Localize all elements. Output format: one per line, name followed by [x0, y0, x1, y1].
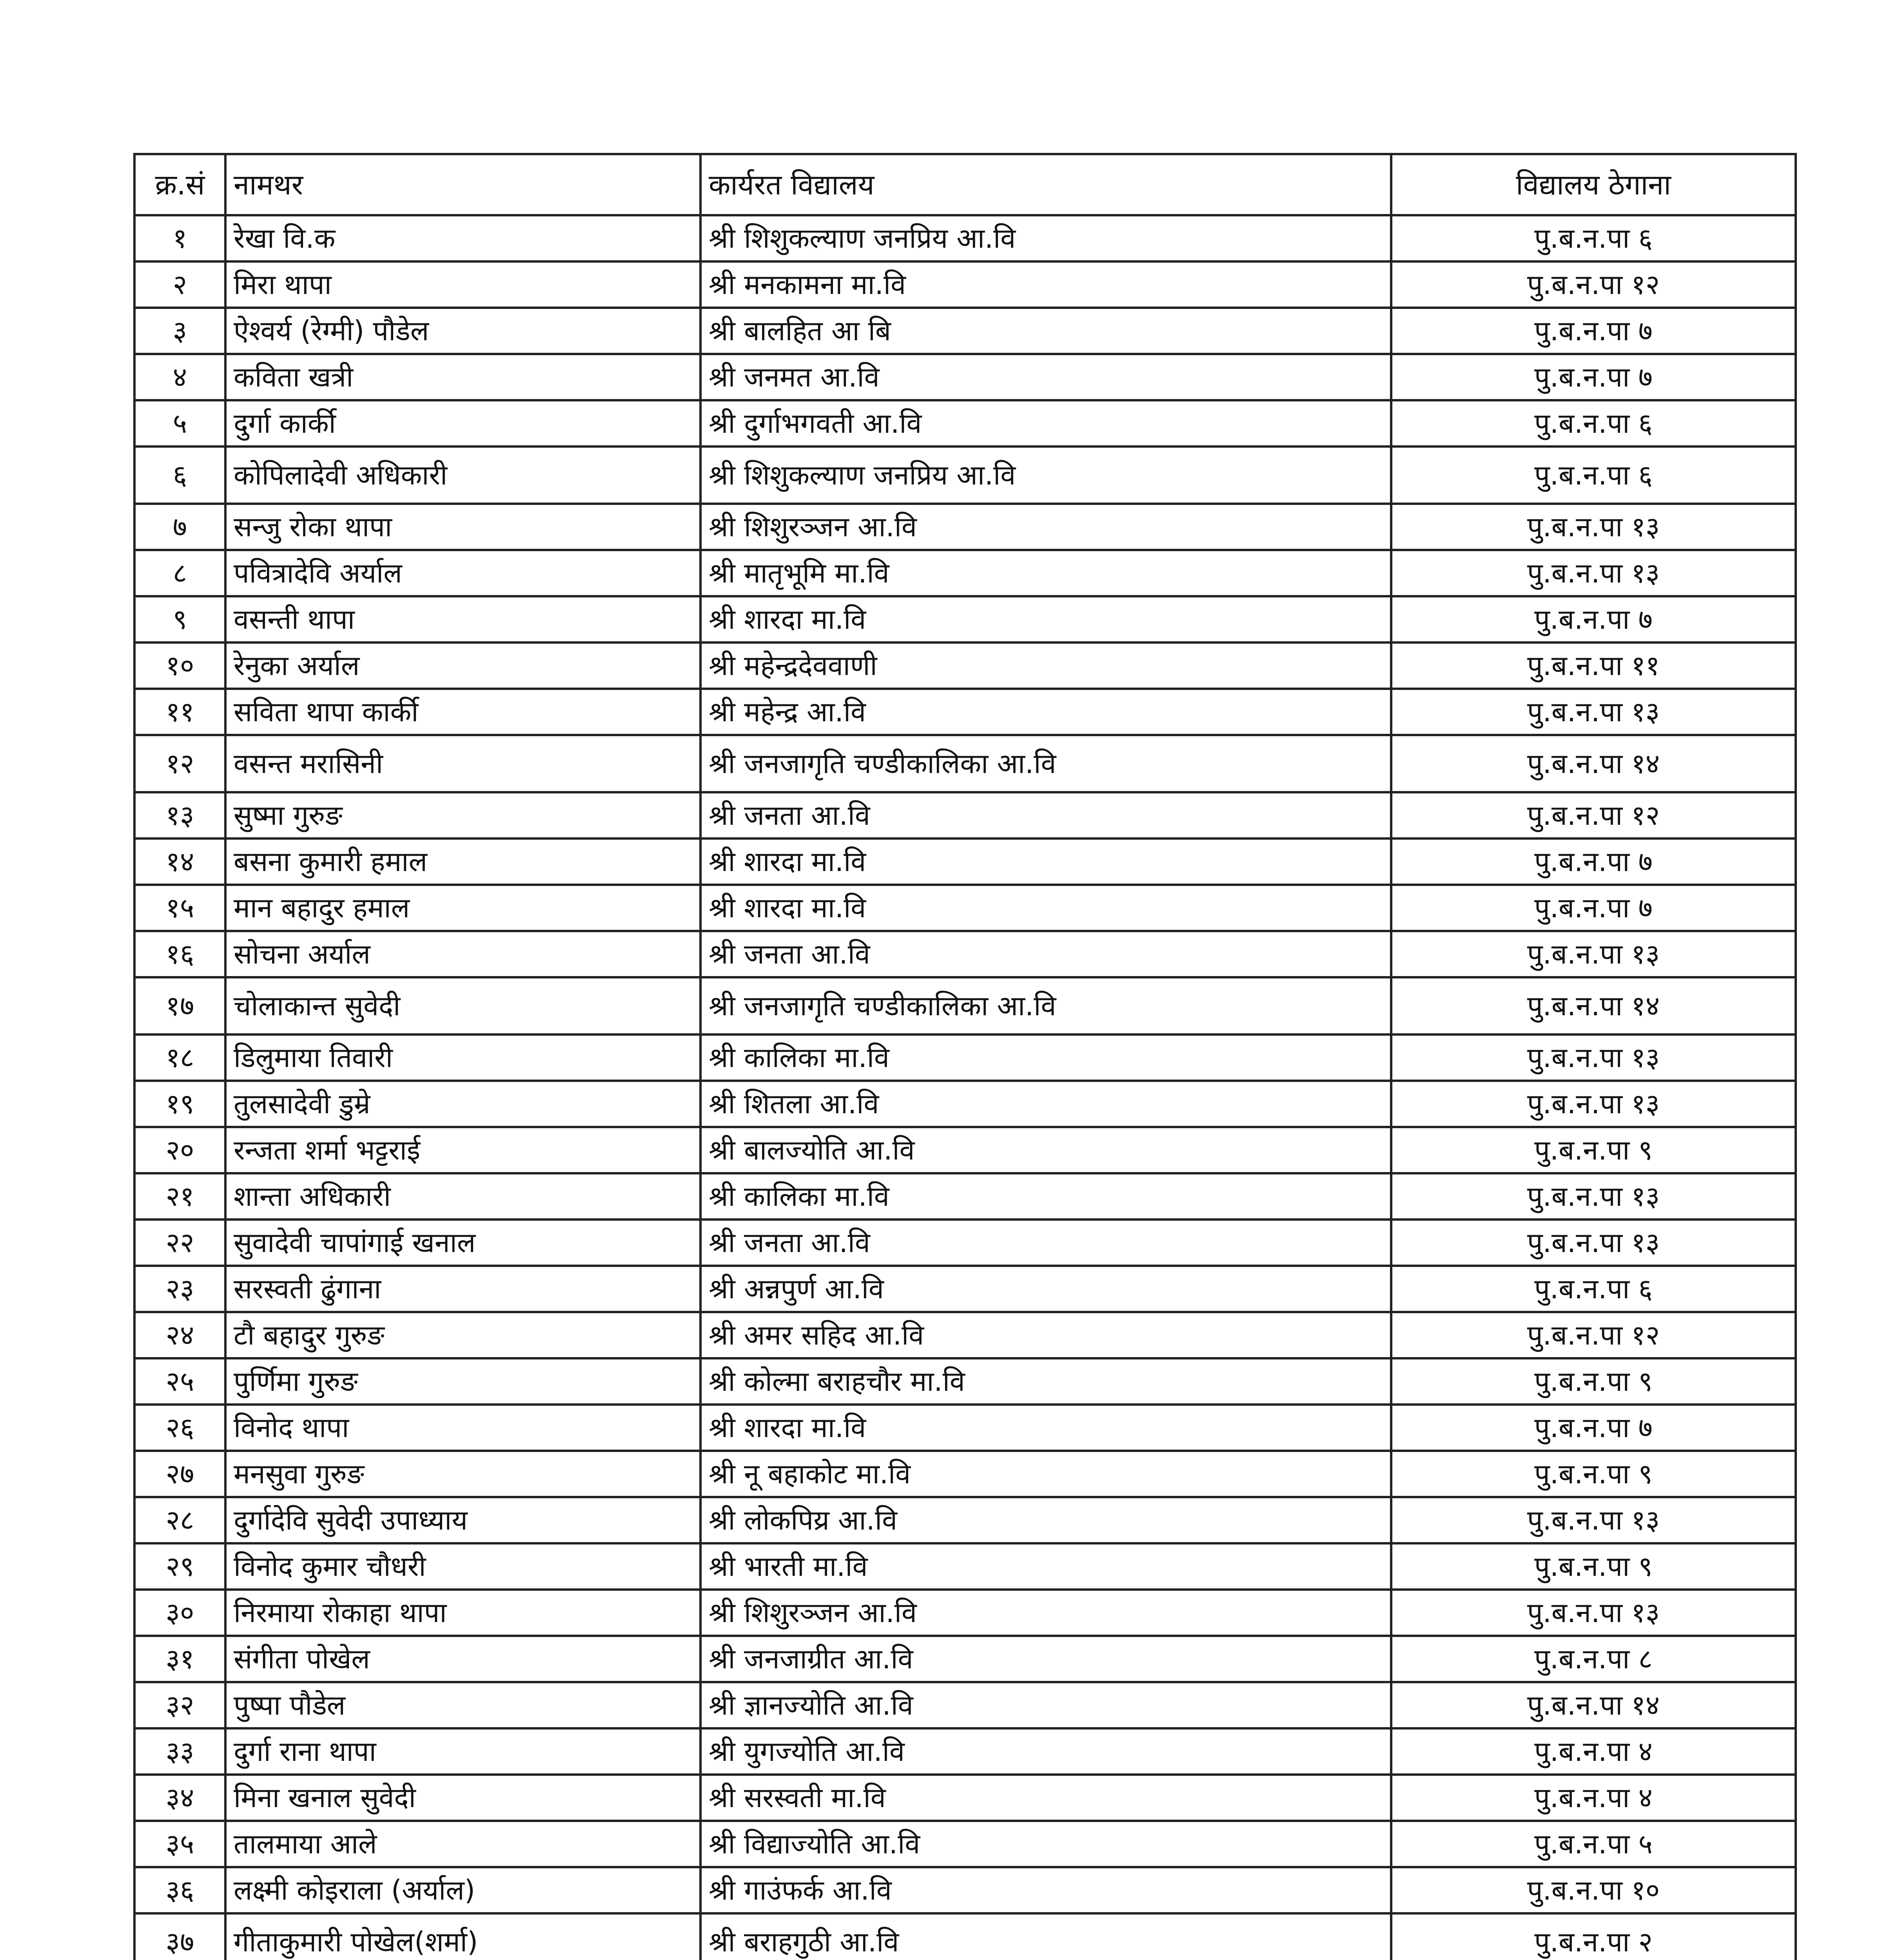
cell-school-address: पु.ब.न.पा १३	[1391, 1034, 1796, 1081]
cell-name: दुर्गा कार्की	[225, 400, 700, 446]
table-row	[134, 504, 1796, 550]
cell-school: श्री महेन्द्र आ.वि	[700, 689, 1391, 735]
cell-name: मिरा थापा	[225, 261, 700, 308]
cell-name: ऐश्वर्य (रेग्मी) पौडेल	[225, 308, 700, 354]
cell-school-address: पु.ब.न.पा ७	[1391, 354, 1796, 400]
cell-school-address: पु.ब.न.पा ९	[1391, 1358, 1796, 1405]
cell-school: श्री नू बहाकोट मा.वि	[700, 1451, 1391, 1497]
cell-serial-number: ३२	[134, 1682, 225, 1728]
table-row	[134, 1636, 1796, 1682]
table-row	[134, 1266, 1796, 1312]
cell-name: कविता खत्री	[225, 354, 700, 400]
table-row	[134, 1590, 1796, 1636]
cell-name: रन्जता शर्मा भट्टराई	[225, 1127, 700, 1173]
cell-school: श्री शितला आ.वि	[700, 1081, 1391, 1127]
cell-name: तालमाया आले	[225, 1821, 700, 1867]
table-row	[134, 308, 1796, 354]
cell-school-address: पु.ब.न.पा ८	[1391, 1636, 1796, 1682]
cell-school: श्री जनजागृति चण्डीकालिका आ.वि	[700, 735, 1391, 792]
cell-school: श्री जनता आ.वि	[700, 1220, 1391, 1266]
cell-school-address: पु.ब.न.पा १३	[1391, 1497, 1796, 1543]
cell-name: रेनुका अर्याल	[225, 642, 700, 689]
table-row	[134, 1034, 1796, 1081]
cell-school-address: पु.ब.न.पा ९	[1391, 1127, 1796, 1173]
table-row	[134, 1775, 1796, 1821]
table-row	[134, 1682, 1796, 1728]
cell-school-address: पु.ब.न.पा १३	[1391, 1590, 1796, 1636]
table-row	[134, 642, 1796, 689]
cell-school-address: पु.ब.न.पा ७	[1391, 1405, 1796, 1451]
cell-serial-number: ३३	[134, 1728, 225, 1775]
cell-school: श्री गाउंफर्क आ.वि	[700, 1867, 1391, 1913]
cell-serial-number: ३४	[134, 1775, 225, 1821]
cell-school: श्री अन्नपुर्ण आ.वि	[700, 1266, 1391, 1312]
table-row	[134, 1220, 1796, 1266]
cell-name: शान्ता अधिकारी	[225, 1173, 700, 1220]
table-row	[134, 885, 1796, 931]
cell-school-address: पु.ब.न.पा ९	[1391, 1543, 1796, 1590]
cell-school-address: पु.ब.न.पा ६	[1391, 1266, 1796, 1312]
cell-name: पुर्णिमा गुरुङ	[225, 1358, 700, 1405]
cell-school-address: पु.ब.न.पा १३	[1391, 550, 1796, 596]
cell-name: सुवादेवी चापांगाई खनाल	[225, 1220, 700, 1266]
cell-serial-number: १२	[134, 735, 225, 792]
cell-serial-number: १५	[134, 885, 225, 931]
cell-school: श्री अमर सहिद आ.वि	[700, 1312, 1391, 1358]
cell-serial-number: २५	[134, 1358, 225, 1405]
cell-serial-number: १७	[134, 977, 225, 1034]
cell-name: चोलाकान्त सुवेदी	[225, 977, 700, 1034]
table-row	[134, 1728, 1796, 1775]
cell-school-address: पु.ब.न.पा १३	[1391, 1220, 1796, 1266]
cell-school-address: पु.ब.न.पा ७	[1391, 596, 1796, 642]
table-row	[134, 1451, 1796, 1497]
cell-name: सविता थापा कार्की	[225, 689, 700, 735]
table-row	[134, 354, 1796, 400]
table-row	[134, 1312, 1796, 1358]
cell-school: श्री शारदा मा.वि	[700, 596, 1391, 642]
cell-serial-number: ५	[134, 400, 225, 446]
cell-serial-number: २४	[134, 1312, 225, 1358]
cell-school: श्री शारदा मा.वि	[700, 1405, 1391, 1451]
cell-name: विनोद कुमार चौधरी	[225, 1543, 700, 1590]
cell-school-address: पु.ब.न.पा ७	[1391, 885, 1796, 931]
cell-name: मनसुवा गुरुङ	[225, 1451, 700, 1497]
cell-serial-number: १८	[134, 1034, 225, 1081]
cell-serial-number: ३६	[134, 1867, 225, 1913]
table-row	[134, 1821, 1796, 1867]
cell-school-address: पु.ब.न.पा १४	[1391, 1682, 1796, 1728]
cell-school: श्री मनकामना मा.वि	[700, 261, 1391, 308]
cell-serial-number: १४	[134, 838, 225, 885]
cell-serial-number: ६	[134, 446, 225, 504]
cell-school-address: पु.ब.न.पा ६	[1391, 215, 1796, 261]
table-row	[134, 400, 1796, 446]
cell-name: सोचना अर्याल	[225, 931, 700, 977]
cell-school: श्री युगज्योति आ.वि	[700, 1728, 1391, 1775]
cell-school-address: पु.ब.न.पा १२	[1391, 261, 1796, 308]
cell-serial-number: ३	[134, 308, 225, 354]
cell-name: विनोद थापा	[225, 1405, 700, 1451]
cell-school: श्री मातृभूमि मा.वि	[700, 550, 1391, 596]
table-row	[134, 689, 1796, 735]
cell-name: सरस्वती ढुंगाना	[225, 1266, 700, 1312]
table-row	[134, 1081, 1796, 1127]
table-row	[134, 446, 1796, 504]
cell-school-address: पु.ब.न.पा १४	[1391, 735, 1796, 792]
cell-school: श्री शारदा मा.वि	[700, 838, 1391, 885]
cell-school-address: पु.ब.न.पा ६	[1391, 400, 1796, 446]
cell-name: कोपिलादेवी अधिकारी	[225, 446, 700, 504]
cell-school: श्री शिशुरञ्जन आ.वि	[700, 504, 1391, 550]
cell-serial-number: १३	[134, 792, 225, 838]
cell-name: लक्ष्मी कोइराला (अर्याल)	[225, 1867, 700, 1913]
cell-school: श्री शारदा मा.वि	[700, 885, 1391, 931]
cell-school: श्री जनजाग्रीत आ.वि	[700, 1636, 1391, 1682]
table-row	[134, 1543, 1796, 1590]
table-row	[134, 1358, 1796, 1405]
cell-school-address: पु.ब.न.पा ५	[1391, 1821, 1796, 1867]
cell-serial-number: २९	[134, 1543, 225, 1590]
cell-name: पवित्रादेवि अर्याल	[225, 550, 700, 596]
table-row	[134, 1867, 1796, 1913]
cell-name: रेखा वि.क	[225, 215, 700, 261]
cell-serial-number: ४	[134, 354, 225, 400]
cell-serial-number: ८	[134, 550, 225, 596]
table-row	[134, 735, 1796, 792]
cell-serial-number: २१	[134, 1173, 225, 1220]
table-header	[134, 154, 1796, 215]
cell-serial-number: ९	[134, 596, 225, 642]
cell-school: श्री बालहित आ बि	[700, 308, 1391, 354]
cell-school-address: पु.ब.न.पा १३	[1391, 1081, 1796, 1127]
cell-school: श्री बालज्योति आ.वि	[700, 1127, 1391, 1173]
cell-school: श्री जनजागृति चण्डीकालिका आ.वि	[700, 977, 1391, 1034]
cell-serial-number: २२	[134, 1220, 225, 1266]
cell-school: श्री कोल्मा बराहचौर मा.वि	[700, 1358, 1391, 1405]
cell-name: टौ बहादुर गुरुङ	[225, 1312, 700, 1358]
table-row	[134, 1405, 1796, 1451]
cell-serial-number: ११	[134, 689, 225, 735]
cell-school-address: पु.ब.न.पा ७	[1391, 838, 1796, 885]
table-row	[134, 977, 1796, 1034]
cell-school-address: पु.ब.न.पा १२	[1391, 1312, 1796, 1358]
cell-school: श्री कालिका मा.वि	[700, 1173, 1391, 1220]
cell-serial-number: ३१	[134, 1636, 225, 1682]
cell-school-address: पु.ब.न.पा ६	[1391, 446, 1796, 504]
header-name: नामथर	[225, 154, 700, 215]
cell-school-address: पु.ब.न.पा ७	[1391, 308, 1796, 354]
cell-name: दुर्गादेवि सुवेदी उपाध्याय	[225, 1497, 700, 1543]
cell-name: गीताकुमारी पोखेल(शर्मा)	[225, 1913, 700, 1960]
cell-name: मान बहादुर हमाल	[225, 885, 700, 931]
table-row	[134, 596, 1796, 642]
cell-name: संगीता पोखेल	[225, 1636, 700, 1682]
cell-school: श्री जनता आ.वि	[700, 792, 1391, 838]
cell-name: तुलसादेवी डुम्रे	[225, 1081, 700, 1127]
cell-serial-number: ७	[134, 504, 225, 550]
cell-school: श्री भारती मा.वि	[700, 1543, 1391, 1590]
cell-serial-number: ३५	[134, 1821, 225, 1867]
table-body	[134, 215, 1796, 1960]
table-row	[134, 931, 1796, 977]
cell-school-address: पु.ब.न.पा १३	[1391, 1173, 1796, 1220]
cell-serial-number: १९	[134, 1081, 225, 1127]
cell-name: डिलुमाया तिवारी	[225, 1034, 700, 1081]
cell-serial-number: २७	[134, 1451, 225, 1497]
cell-school-address: पु.ब.न.पा ४	[1391, 1728, 1796, 1775]
table-row	[134, 1913, 1796, 1960]
cell-serial-number: २०	[134, 1127, 225, 1173]
header-school: कार्यरत विद्यालय	[700, 154, 1391, 215]
table-row	[134, 215, 1796, 261]
cell-serial-number: १६	[134, 931, 225, 977]
cell-school: श्री बराहगुठी आ.वि	[700, 1913, 1391, 1960]
header-row	[134, 154, 1796, 215]
cell-school: श्री सरस्वती मा.वि	[700, 1775, 1391, 1821]
cell-name: दुर्गा राना थापा	[225, 1728, 700, 1775]
cell-name: वसन्त मरासिनी	[225, 735, 700, 792]
cell-name: वसन्ती थापा	[225, 596, 700, 642]
cell-school: श्री लोकपिय्र आ.वि	[700, 1497, 1391, 1543]
cell-school: श्री विद्याज्योति आ.वि	[700, 1821, 1391, 1867]
cell-school-address: पु.ब.न.पा १४	[1391, 977, 1796, 1034]
cell-name: पुष्पा पौडेल	[225, 1682, 700, 1728]
cell-school-address: पु.ब.न.पा २	[1391, 1913, 1796, 1960]
cell-school: श्री जनता आ.वि	[700, 931, 1391, 977]
cell-school: श्री शिशुरञ्जन आ.वि	[700, 1590, 1391, 1636]
table-row	[134, 1127, 1796, 1173]
cell-serial-number: ३०	[134, 1590, 225, 1636]
cell-name: निरमाया रोकाहा थापा	[225, 1590, 700, 1636]
table-row	[134, 261, 1796, 308]
cell-school-address: पु.ब.न.पा १३	[1391, 689, 1796, 735]
cell-school: श्री दुर्गाभगवती आ.वि	[700, 400, 1391, 446]
cell-school: श्री महेन्द्रदेववाणी	[700, 642, 1391, 689]
header-school-address: विद्यालय ठेगाना	[1391, 154, 1796, 215]
cell-school: श्री जनमत आ.वि	[700, 354, 1391, 400]
cell-school: श्री ज्ञानज्योति आ.वि	[700, 1682, 1391, 1728]
cell-school-address: पु.ब.न.पा १२	[1391, 792, 1796, 838]
cell-name: बसना कुमारी हमाल	[225, 838, 700, 885]
cell-name: मिना खनाल सुवेदी	[225, 1775, 700, 1821]
cell-school: श्री कालिका मा.वि	[700, 1034, 1391, 1081]
cell-serial-number: १	[134, 215, 225, 261]
cell-serial-number: ३७	[134, 1913, 225, 1960]
cell-school-address: पु.ब.न.पा ४	[1391, 1775, 1796, 1821]
cell-name: सन्जु रोका थापा	[225, 504, 700, 550]
cell-serial-number: १०	[134, 642, 225, 689]
cell-school: श्री शिशुकल्याण जनप्रिय आ.वि	[700, 215, 1391, 261]
table-row	[134, 1173, 1796, 1220]
cell-serial-number: २३	[134, 1266, 225, 1312]
teacher-roster-table	[133, 153, 1797, 1960]
cell-serial-number: २६	[134, 1405, 225, 1451]
table-row	[134, 838, 1796, 885]
cell-school-address: पु.ब.न.पा ११	[1391, 642, 1796, 689]
cell-school-address: पु.ब.न.पा १०	[1391, 1867, 1796, 1913]
table-row	[134, 1497, 1796, 1543]
cell-school-address: पु.ब.न.पा १३	[1391, 504, 1796, 550]
cell-serial-number: २	[134, 261, 225, 308]
cell-serial-number: २८	[134, 1497, 225, 1543]
cell-school: श्री शिशुकल्याण जनप्रिय आ.वि	[700, 446, 1391, 504]
header-serial-number: क्र.सं	[134, 154, 225, 215]
table-row	[134, 792, 1796, 838]
cell-school-address: पु.ब.न.पा ९	[1391, 1451, 1796, 1497]
cell-school-address: पु.ब.न.पा १३	[1391, 931, 1796, 977]
table-row	[134, 550, 1796, 596]
cell-name: सुष्मा गुरुङ	[225, 792, 700, 838]
